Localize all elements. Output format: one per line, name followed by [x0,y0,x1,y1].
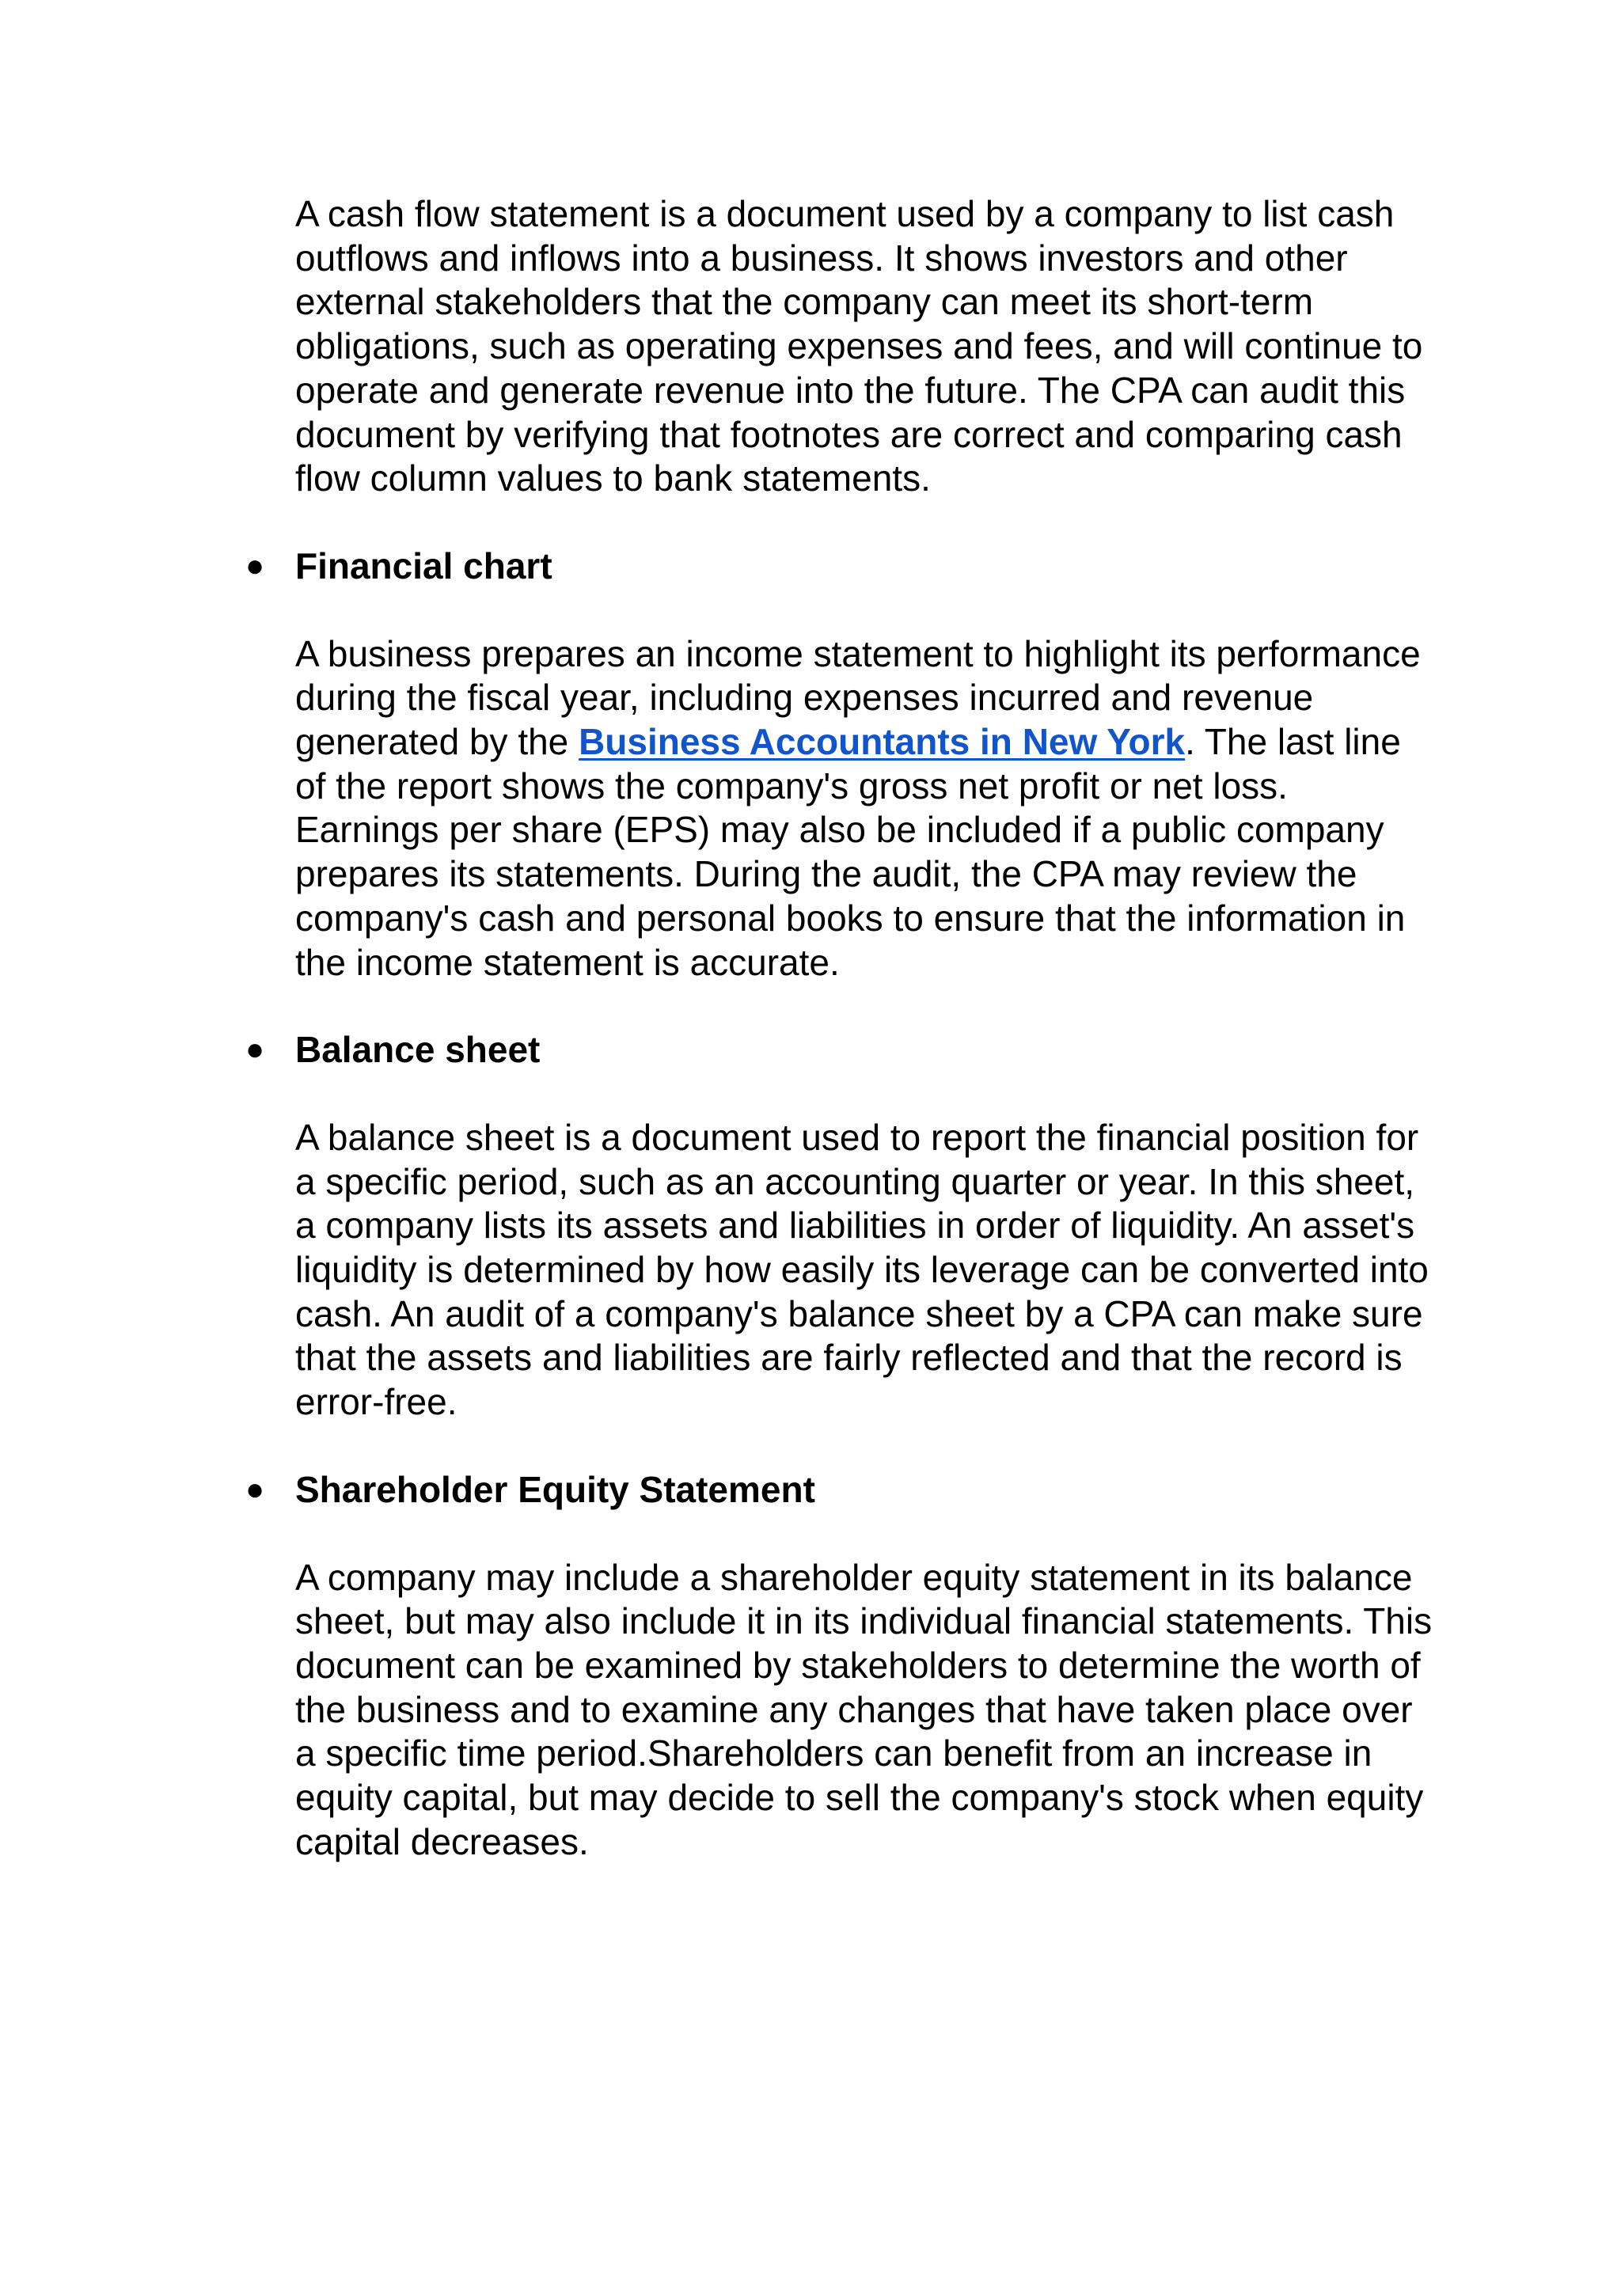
bullet-icon: ● [245,1471,265,1507]
section-heading-text: Financial chart [295,545,552,586]
business-accountants-link[interactable]: Business Accountants in New York [579,721,1186,763]
bullet-icon: ● [245,548,265,583]
document-body [245,192,1435,1865]
balance-sheet-paragraph: A balance sheet is a document used to report the financial position for a specific period, such as an accounting quarter or year. In this sheet, a company lists its assets and liabilities in order of liquidity. An asset's liquidity is determined by how easily its leverage can be converted into cash. An audit of a company's balance sheet by a CPA can make sure that the assets and liabilities are fairly reflected and that the record is error-free. [295,1116,1429,1423]
paragraph-text-after-link: . The last line of the report shows the company's gross net profit or net loss. Earnings per share (EPS) may also be included if a public company prepares its statements. During the audit, the CPA may review the company's cash and personal books to ensure that the information in the income statement is accurate. [295,721,1406,983]
financial-chart-paragraph [295,632,1435,985]
bullet-icon: ● [245,1032,265,1068]
section-heading-text: Shareholder Equity Statement [295,1468,815,1510]
section-heading-balance-sheet [245,1028,1435,1072]
section-heading-text: Balance sheet [295,1029,541,1071]
intro-paragraph: A cash flow statement is a document used by a company to list cash outflows and inflows into a business. It shows investors and other external stakeholders that the company can meet its short-term obligations, such as operating expenses and fees, and will continue to operate and generate revenue into the future. The CPA can audit this document by verifying that footnotes are correct and comparing cash flow column values to bank statements. [295,193,1423,499]
section-heading-shareholder-equity [245,1468,1435,1512]
section-heading-financial-chart [245,545,1435,589]
shareholder-equity-paragraph: A company may include a shareholder equity statement in its balance sheet, but may also include it in its individual financial statements. This document can be examined by stakeholders to determine the worth of the business and to examine any changes that have taken place over a specific time period.Shareholders can benefit from an increase in equity capital, but may decide to sell the company's stock when equity capital decreases. [295,1556,1433,1862]
paragraph-text-before-link: A business prepares an income statement to highlight its performance during the fiscal year, including expenses incurred and revenue generated by the [295,632,1421,763]
